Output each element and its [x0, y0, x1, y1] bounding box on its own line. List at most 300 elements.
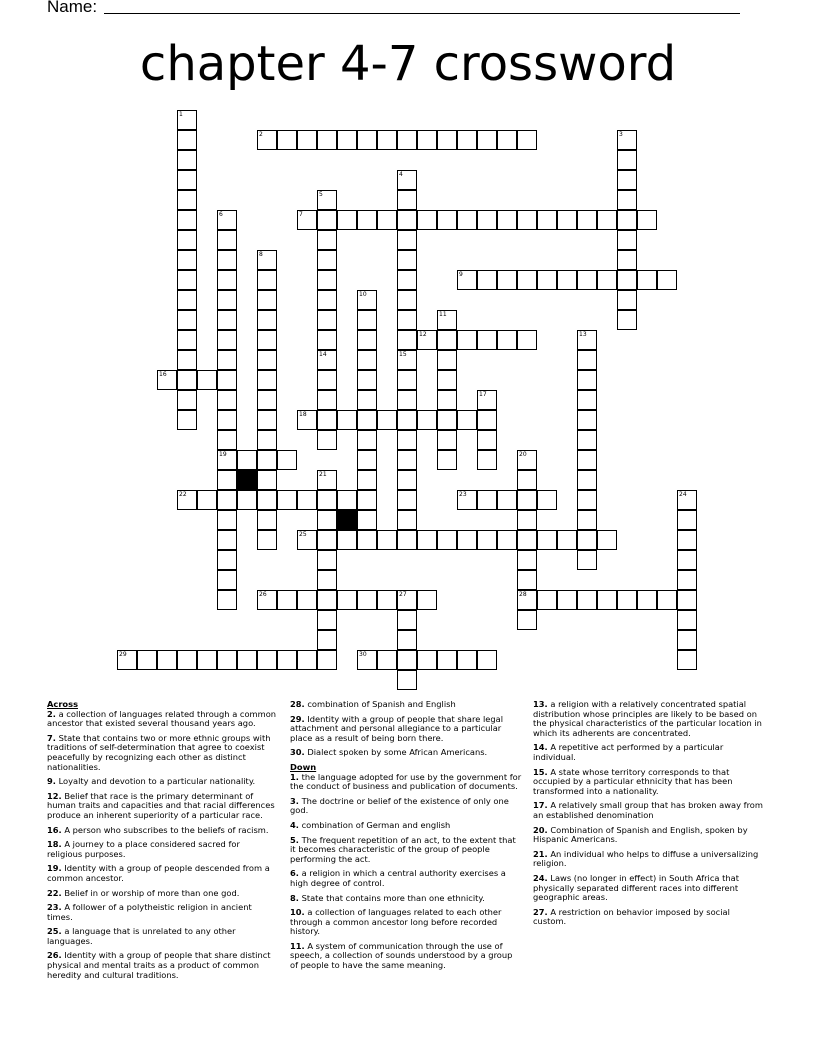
clue-item-text: An individual who helps to diffuse a universalizing religion. — [533, 848, 759, 869]
grid-cell[interactable] — [257, 490, 277, 510]
grid-cell[interactable] — [337, 130, 357, 150]
grid-cell[interactable] — [417, 130, 437, 150]
grid-cell[interactable] — [377, 130, 397, 150]
grid-cell[interactable] — [317, 590, 337, 610]
grid-cell[interactable] — [217, 450, 237, 470]
grid-cell[interactable] — [337, 490, 357, 510]
grid-cell[interactable] — [357, 650, 377, 670]
clue-item-text: A restriction on behavior imposed by social custom. — [533, 906, 730, 927]
grid-cell[interactable] — [317, 530, 337, 550]
grid-cell[interactable] — [677, 510, 697, 530]
grid-cell[interactable] — [277, 130, 297, 150]
grid-cell[interactable] — [177, 370, 197, 390]
grid-cell[interactable] — [437, 450, 457, 470]
grid-cell[interactable] — [477, 390, 497, 410]
grid-cell[interactable] — [397, 170, 417, 190]
grid-cell[interactable] — [317, 410, 337, 430]
grid-cell[interactable] — [477, 650, 497, 670]
grid-cell[interactable] — [397, 310, 417, 330]
clue-item-number: 16. — [47, 824, 62, 835]
clue-item — [533, 874, 763, 903]
grid-cell[interactable] — [177, 410, 197, 430]
grid-cell[interactable] — [217, 470, 237, 490]
grid-cell[interactable] — [397, 490, 417, 510]
clue-item — [47, 864, 277, 883]
grid-cell[interactable] — [617, 150, 637, 170]
grid-cell[interactable] — [397, 470, 417, 490]
grid-cell[interactable] — [537, 210, 557, 230]
grid-cell[interactable] — [537, 530, 557, 550]
grid-cell[interactable] — [357, 310, 377, 330]
grid-cell[interactable] — [517, 530, 537, 550]
grid-cell[interactable] — [577, 430, 597, 450]
grid-cell[interactable] — [157, 370, 177, 390]
grid-cell[interactable] — [457, 490, 477, 510]
clue-number: 1 — [179, 111, 183, 118]
clue-number: 13 — [579, 331, 587, 338]
grid-cell[interactable] — [577, 270, 597, 290]
grid-cell[interactable] — [577, 550, 597, 570]
grid-cell[interactable] — [397, 130, 417, 150]
grid-cell[interactable] — [317, 250, 337, 270]
clue-item-number: 22. — [47, 887, 62, 898]
grid-cell[interactable] — [217, 410, 237, 430]
grid-cell[interactable] — [397, 210, 417, 230]
grid-cell[interactable] — [397, 610, 417, 630]
clue-item-text: combination of German and english — [301, 819, 451, 830]
grid-cell[interactable] — [457, 210, 477, 230]
grid-cell[interactable] — [397, 190, 417, 210]
grid-cell[interactable] — [397, 290, 417, 310]
grid-cell[interactable] — [617, 590, 637, 610]
grid-cell[interactable] — [397, 650, 417, 670]
grid-cell[interactable] — [457, 270, 477, 290]
grid-cell[interactable] — [417, 410, 437, 430]
grid-cell[interactable] — [557, 590, 577, 610]
grid-cell[interactable] — [317, 290, 337, 310]
grid-cell[interactable] — [257, 410, 277, 430]
grid-cell[interactable] — [677, 630, 697, 650]
grid-cell[interactable] — [377, 650, 397, 670]
grid-cell[interactable] — [317, 470, 337, 490]
grid-cell[interactable] — [457, 410, 477, 430]
grid-cell[interactable] — [217, 530, 237, 550]
grid-cell[interactable] — [457, 530, 477, 550]
grid-cell[interactable] — [677, 530, 697, 550]
grid-cell[interactable] — [217, 350, 237, 370]
grid-cell[interactable] — [317, 270, 337, 290]
grid-cell[interactable] — [317, 490, 337, 510]
grid-cell[interactable] — [237, 650, 257, 670]
grid-cell[interactable] — [477, 530, 497, 550]
grid-cell[interactable] — [377, 590, 397, 610]
grid-cell[interactable] — [197, 370, 217, 390]
grid-cell[interactable] — [317, 630, 337, 650]
name-label: Name: — [47, 0, 98, 16]
grid-cell[interactable] — [257, 330, 277, 350]
grid-cell[interactable] — [317, 330, 337, 350]
grid-cell[interactable] — [617, 310, 637, 330]
grid-cell[interactable] — [317, 350, 337, 370]
grid-cell[interactable] — [317, 610, 337, 630]
grid-cell[interactable] — [237, 490, 257, 510]
grid-cell[interactable] — [297, 590, 317, 610]
grid-cell[interactable] — [617, 130, 637, 150]
grid-cell[interactable] — [517, 330, 537, 350]
grid-cell[interactable] — [577, 410, 597, 430]
clue-item-number: 12. — [47, 790, 62, 801]
grid-cell[interactable] — [397, 430, 417, 450]
grid-cell[interactable] — [197, 490, 217, 510]
grid-cell[interactable] — [397, 330, 417, 350]
grid-cell[interactable] — [177, 250, 197, 270]
grid-cell[interactable] — [477, 410, 497, 430]
grid-cell[interactable] — [317, 570, 337, 590]
clue-item — [533, 700, 763, 738]
grid-cell[interactable] — [257, 430, 277, 450]
grid-cell[interactable] — [397, 530, 417, 550]
grid-cell[interactable] — [357, 430, 377, 450]
clue-item-text: Loyalty and devotion to a particular nationality. — [58, 776, 256, 787]
grid-cell[interactable] — [317, 370, 337, 390]
grid-cell[interactable] — [217, 650, 237, 670]
grid-cell[interactable] — [397, 270, 417, 290]
grid-cell[interactable] — [537, 270, 557, 290]
clue-item-text: Combination of Spanish and English, spoken by Hispanic Americans. — [533, 824, 748, 845]
clue-number: 19 — [219, 451, 227, 458]
grid-cell[interactable] — [677, 610, 697, 630]
grid-cell[interactable] — [397, 450, 417, 470]
clue-item-text: Belief in or worship of more than one god. — [64, 887, 240, 898]
grid-cell[interactable] — [117, 650, 137, 670]
grid-cell[interactable] — [277, 650, 297, 670]
grid-cell[interactable] — [577, 390, 597, 410]
grid-cell[interactable] — [477, 430, 497, 450]
grid-cell[interactable] — [497, 490, 517, 510]
grid-cell[interactable] — [477, 270, 497, 290]
grid-cell[interactable] — [617, 170, 637, 190]
grid-cell[interactable] — [177, 110, 197, 130]
grid-cell[interactable] — [437, 650, 457, 670]
grid-cell[interactable] — [477, 210, 497, 230]
grid-cell[interactable] — [217, 550, 237, 570]
grid-cell[interactable] — [337, 210, 357, 230]
grid-cell[interactable] — [297, 210, 317, 230]
grid-cell[interactable] — [297, 650, 317, 670]
clue-item-number: 4. — [290, 819, 299, 830]
clue-item — [533, 768, 763, 797]
grid-cell[interactable] — [617, 230, 637, 250]
grid-cell[interactable] — [537, 490, 557, 510]
grid-cell[interactable] — [197, 650, 217, 670]
grid-cell[interactable] — [577, 590, 597, 610]
grid-cell[interactable] — [317, 550, 337, 570]
grid-cell[interactable] — [357, 510, 377, 530]
grid-cell[interactable] — [577, 350, 597, 370]
grid-cell[interactable] — [157, 650, 177, 670]
grid-cell[interactable] — [317, 130, 337, 150]
clue-item — [290, 797, 522, 816]
grid-cell[interactable] — [257, 450, 277, 470]
grid-cell[interactable] — [217, 510, 237, 530]
grid-cell[interactable] — [377, 530, 397, 550]
grid-cell[interactable] — [217, 590, 237, 610]
grid-cell[interactable] — [177, 270, 197, 290]
grid-cell[interactable] — [517, 610, 537, 630]
grid-cell[interactable] — [437, 430, 457, 450]
grid-cell[interactable] — [437, 130, 457, 150]
grid-cell[interactable] — [417, 590, 437, 610]
grid-cell[interactable] — [317, 650, 337, 670]
grid-cell[interactable] — [357, 290, 377, 310]
grid-cell[interactable] — [357, 330, 377, 350]
grid-cell[interactable] — [257, 250, 277, 270]
grid-cell[interactable] — [277, 590, 297, 610]
grid-cell[interactable] — [177, 390, 197, 410]
grid-cell[interactable] — [357, 450, 377, 470]
grid-cell[interactable] — [297, 130, 317, 150]
clue-item-number: 7. — [47, 732, 56, 743]
grid-cell[interactable] — [357, 530, 377, 550]
grid-cell[interactable] — [597, 270, 617, 290]
grid-cell[interactable] — [217, 310, 237, 330]
grid-cell[interactable] — [677, 570, 697, 590]
grid-cell[interactable] — [517, 130, 537, 150]
grid-cell[interactable] — [577, 210, 597, 230]
grid-cell[interactable] — [317, 210, 337, 230]
grid-cell[interactable] — [517, 510, 537, 530]
grid-cell[interactable] — [417, 530, 437, 550]
grid-cell[interactable] — [217, 270, 237, 290]
grid-cell[interactable] — [637, 590, 657, 610]
grid-cell[interactable] — [357, 410, 377, 430]
grid-cell[interactable] — [177, 650, 197, 670]
grid-cell[interactable] — [257, 470, 277, 490]
clue-item — [290, 942, 522, 971]
grid-cell[interactable] — [397, 510, 417, 530]
grid-cell[interactable] — [317, 230, 337, 250]
grid-cell[interactable] — [297, 410, 317, 430]
grid-cell[interactable] — [177, 230, 197, 250]
grid-cell[interactable] — [177, 350, 197, 370]
grid-cell[interactable] — [517, 470, 537, 490]
grid-cell[interactable] — [357, 390, 377, 410]
grid-cell[interactable] — [557, 270, 577, 290]
clue-item-number: 3. — [290, 795, 299, 806]
grid-cell[interactable] — [397, 410, 417, 430]
grid-cell[interactable] — [497, 130, 517, 150]
grid-cell[interactable] — [397, 630, 417, 650]
grid-cell[interactable] — [257, 350, 277, 370]
grid-cell[interactable] — [337, 410, 357, 430]
grid-cell[interactable] — [637, 270, 657, 290]
grid-cell[interactable] — [257, 530, 277, 550]
grid-cell[interactable] — [417, 650, 437, 670]
grid-cell[interactable] — [257, 590, 277, 610]
clue-item-text: A journey to a place considered sacred for religious purposes. — [47, 839, 240, 859]
grid-cell[interactable] — [377, 410, 397, 430]
grid-cell[interactable] — [257, 370, 277, 390]
grid-cell[interactable] — [217, 290, 237, 310]
grid-cell[interactable] — [217, 330, 237, 350]
grid-cell[interactable] — [217, 250, 237, 270]
grid-cell[interactable] — [257, 390, 277, 410]
clue-item-number: 26. — [47, 950, 62, 961]
grid-cell[interactable] — [617, 250, 637, 270]
grid-cell[interactable] — [597, 590, 617, 610]
grid-cell[interactable] — [357, 370, 377, 390]
grid-block — [237, 470, 257, 490]
grid-cell[interactable] — [477, 450, 497, 470]
grid-cell[interactable] — [217, 390, 237, 410]
grid-cell[interactable] — [277, 490, 297, 510]
grid-cell[interactable] — [297, 530, 317, 550]
clue-item-text: A relatively small group that has broken away from an established denomination — [533, 800, 763, 820]
grid-cell[interactable] — [177, 290, 197, 310]
grid-cell[interactable] — [617, 270, 637, 290]
grid-cell[interactable] — [517, 490, 537, 510]
grid-cell[interactable] — [357, 130, 377, 150]
grid-cell[interactable] — [317, 390, 337, 410]
grid-cell[interactable] — [577, 370, 597, 390]
grid-cell[interactable] — [437, 350, 457, 370]
grid-cell[interactable] — [397, 230, 417, 250]
grid-cell[interactable] — [397, 670, 417, 690]
grid-cell[interactable] — [417, 330, 437, 350]
grid-cell[interactable] — [337, 590, 357, 610]
grid-cell[interactable] — [377, 210, 397, 230]
grid-cell[interactable] — [397, 390, 417, 410]
grid-cell[interactable] — [537, 590, 557, 610]
grid-cell[interactable] — [577, 450, 597, 470]
grid-cell[interactable] — [177, 150, 197, 170]
grid-cell[interactable] — [557, 530, 577, 550]
clue-item — [533, 908, 763, 927]
grid-cell[interactable] — [597, 530, 617, 550]
grid-cell[interactable] — [177, 190, 197, 210]
grid-cell[interactable] — [477, 490, 497, 510]
grid-cell[interactable] — [217, 570, 237, 590]
grid-cell[interactable] — [137, 650, 157, 670]
grid-cell[interactable] — [177, 490, 197, 510]
grid-cell[interactable] — [357, 490, 377, 510]
grid-cell[interactable] — [617, 290, 637, 310]
grid-cell[interactable] — [177, 170, 197, 190]
grid-cell[interactable] — [617, 210, 637, 230]
grid-cell[interactable] — [517, 570, 537, 590]
grid-cell[interactable] — [217, 370, 237, 390]
grid-cell[interactable] — [457, 130, 477, 150]
grid-cell[interactable] — [497, 270, 517, 290]
grid-cell[interactable] — [357, 590, 377, 610]
grid-cell[interactable] — [597, 210, 617, 230]
clue-item — [290, 715, 522, 744]
grid-cell[interactable] — [497, 330, 517, 350]
clue-item-number: 27. — [533, 906, 548, 917]
grid-cell[interactable] — [217, 210, 237, 230]
grid-cell[interactable] — [237, 450, 257, 470]
grid-cell[interactable] — [577, 510, 597, 530]
grid-cell[interactable] — [317, 190, 337, 210]
grid-cell[interactable] — [177, 210, 197, 230]
clue-number: 25 — [299, 531, 307, 538]
grid-cell[interactable] — [517, 270, 537, 290]
grid-cell[interactable] — [397, 590, 417, 610]
grid-cell[interactable] — [177, 330, 197, 350]
grid-cell[interactable] — [517, 590, 537, 610]
grid-cell[interactable] — [297, 490, 317, 510]
grid-cell[interactable] — [437, 370, 457, 390]
grid-cell[interactable] — [357, 470, 377, 490]
grid-cell[interactable] — [677, 650, 697, 670]
grid-cell[interactable] — [257, 510, 277, 530]
grid-cell[interactable] — [517, 450, 537, 470]
grid-cell[interactable] — [477, 130, 497, 150]
grid-cell[interactable] — [677, 490, 697, 510]
grid-cell[interactable] — [517, 210, 537, 230]
clue-number: 15 — [399, 351, 407, 358]
grid-cell[interactable] — [357, 350, 377, 370]
grid-cell[interactable] — [577, 490, 597, 510]
grid-cell[interactable] — [677, 590, 697, 610]
grid-cell[interactable] — [517, 550, 537, 570]
grid-cell[interactable] — [437, 210, 457, 230]
grid-cell[interactable] — [437, 390, 457, 410]
clue-item-text: State that contains two or more ethnic groups with traditions of self-determination that agree to coexist peacefully by recognizing each other as distinct nationalities. — [47, 732, 271, 772]
grid-cell[interactable] — [257, 130, 277, 150]
grid-cell[interactable] — [477, 330, 497, 350]
grid-cell[interactable] — [577, 470, 597, 490]
grid-cell[interactable] — [257, 290, 277, 310]
grid-cell[interactable] — [457, 330, 477, 350]
grid-cell[interactable] — [497, 210, 517, 230]
grid-cell[interactable] — [437, 310, 457, 330]
grid-cell[interactable] — [257, 310, 277, 330]
grid-cell[interactable] — [317, 430, 337, 450]
grid-cell[interactable] — [217, 230, 237, 250]
grid-cell[interactable] — [677, 550, 697, 570]
grid-cell[interactable] — [397, 370, 417, 390]
grid-cell[interactable] — [637, 210, 657, 230]
grid-cell[interactable] — [217, 430, 237, 450]
grid-cell[interactable] — [437, 330, 457, 350]
grid-cell[interactable] — [357, 210, 377, 230]
grid-cell[interactable] — [397, 350, 417, 370]
grid-cell[interactable] — [337, 530, 357, 550]
grid-cell[interactable] — [437, 530, 457, 550]
grid-cell[interactable] — [657, 270, 677, 290]
grid-cell[interactable] — [217, 490, 237, 510]
grid-cell[interactable] — [177, 310, 197, 330]
grid-cell[interactable] — [317, 310, 337, 330]
grid-cell[interactable] — [257, 270, 277, 290]
grid-cell[interactable] — [257, 650, 277, 670]
grid-cell[interactable] — [577, 530, 597, 550]
grid-cell[interactable] — [497, 530, 517, 550]
grid-cell[interactable] — [177, 130, 197, 150]
grid-cell[interactable] — [657, 590, 677, 610]
grid-cell[interactable] — [557, 210, 577, 230]
grid-cell[interactable] — [417, 210, 437, 230]
grid-cell[interactable] — [577, 330, 597, 350]
grid-cell[interactable] — [317, 510, 337, 530]
grid-cell[interactable] — [277, 450, 297, 470]
grid-cell[interactable] — [437, 410, 457, 430]
grid-cell[interactable] — [397, 250, 417, 270]
grid-cell[interactable] — [617, 190, 637, 210]
grid-cell[interactable] — [457, 650, 477, 670]
clue-number: 10 — [359, 291, 367, 298]
